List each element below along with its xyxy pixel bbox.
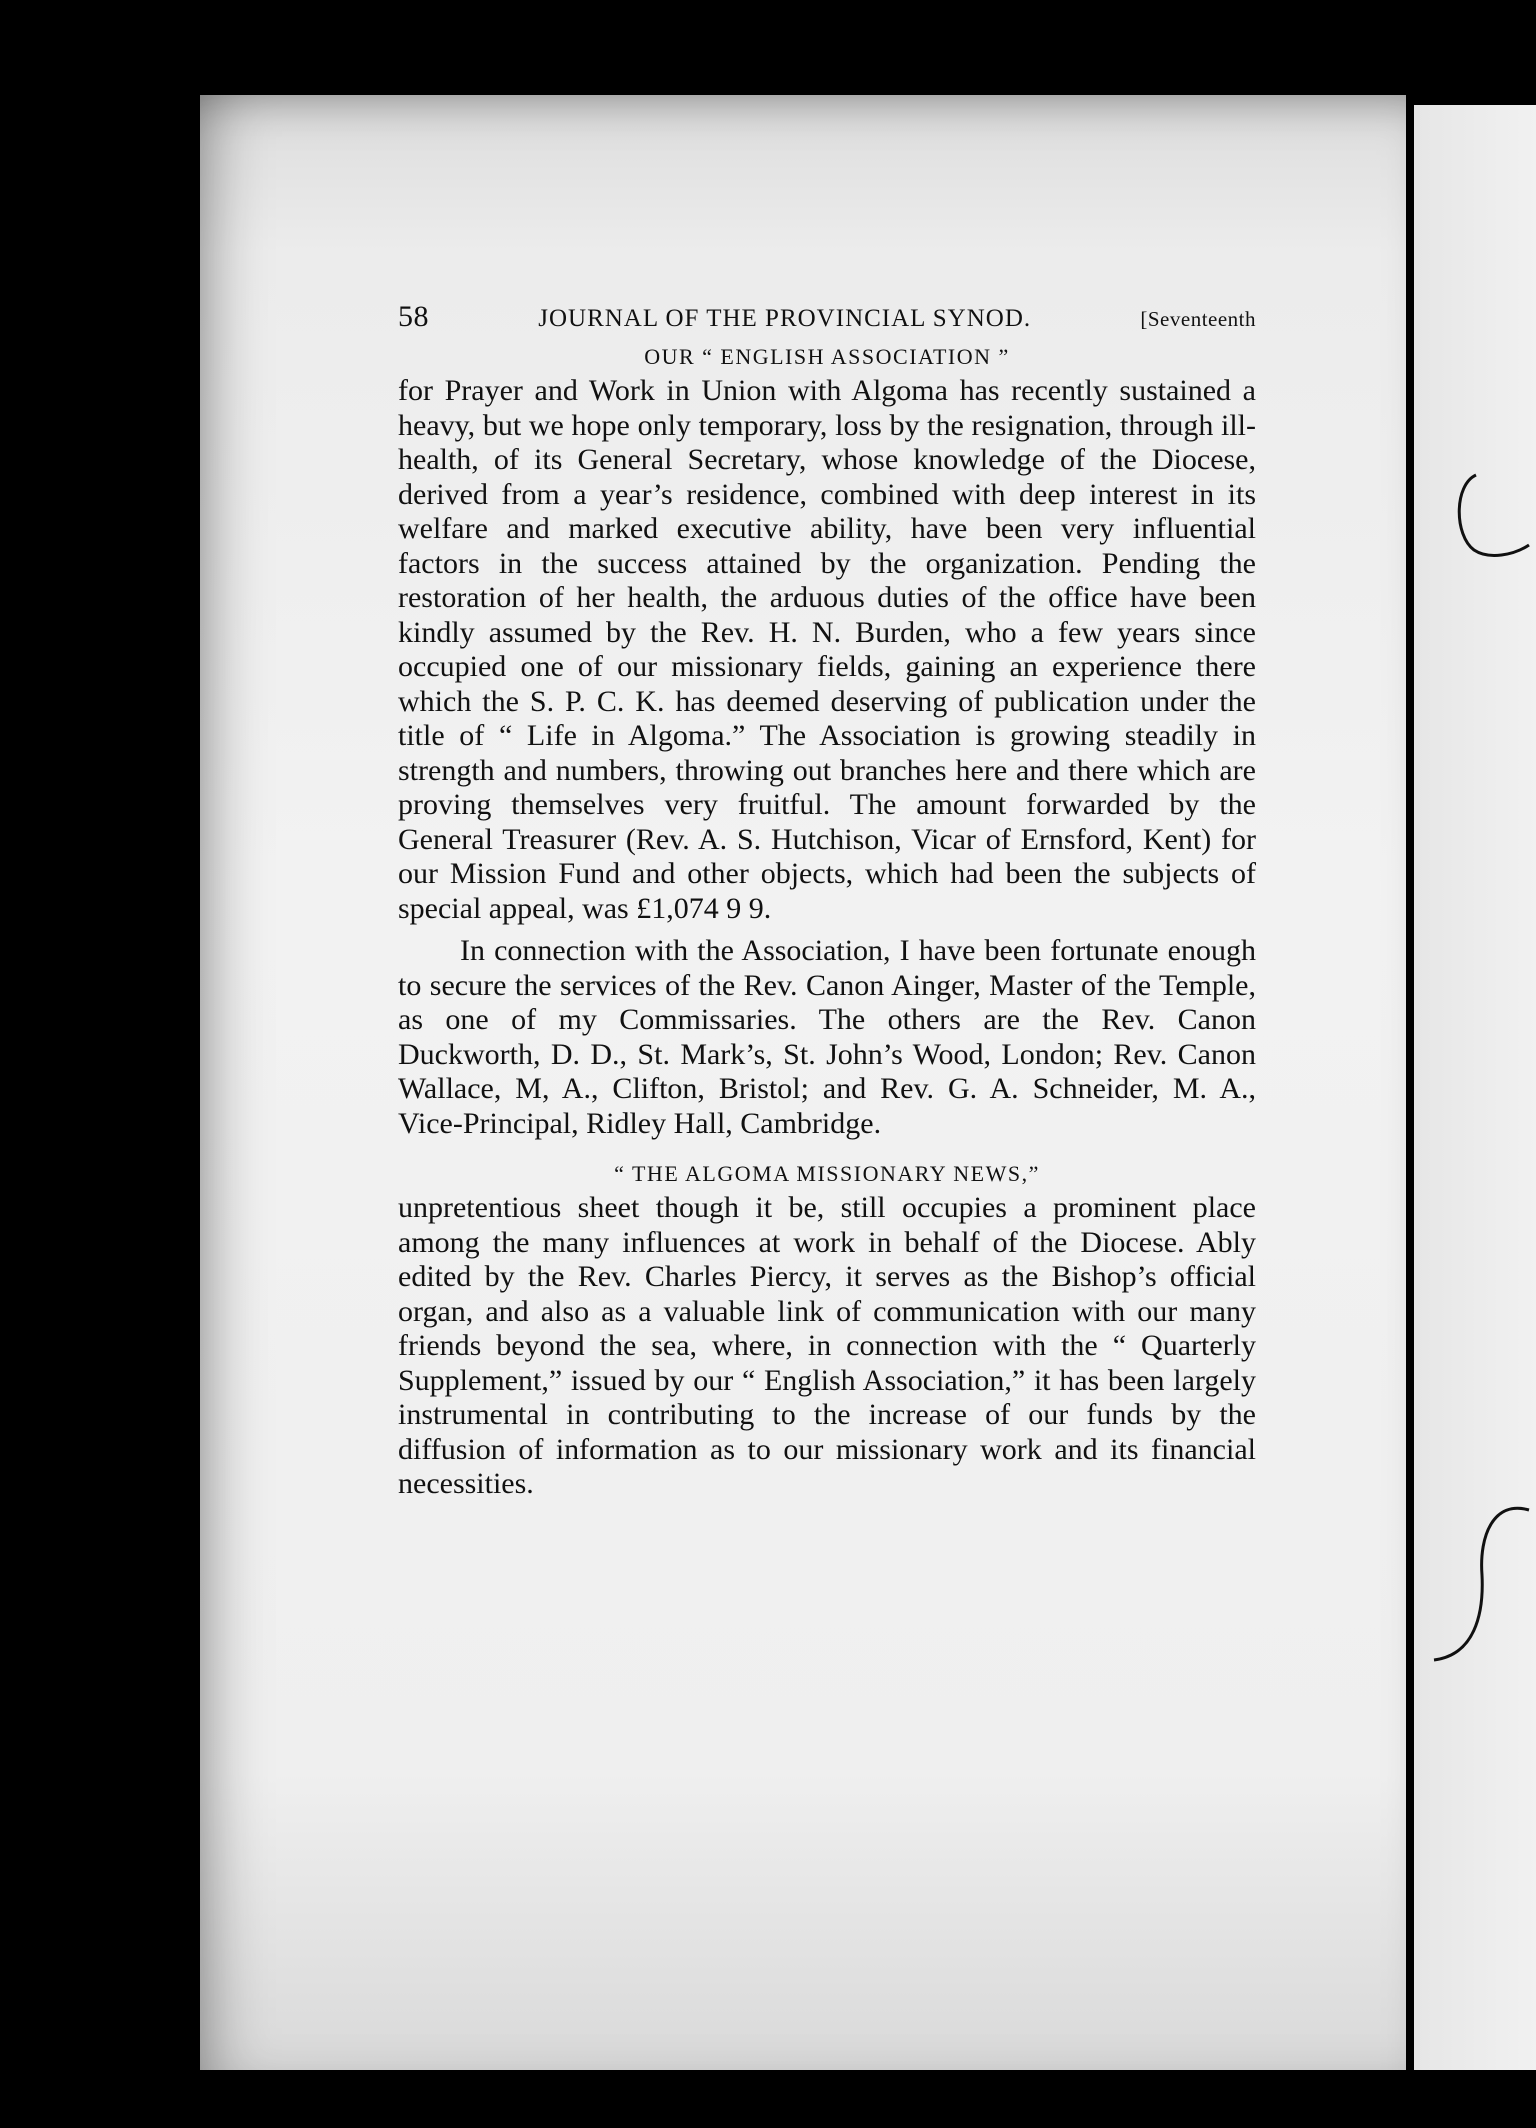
paragraph-commissaries: In connection with the Association, I have been fortunate enough to secure the services of the Rev. Canon Ainger, Master of the Temple, as one of my Commissaries. The others are the Rev. Canon Duckworth, D. D., St. Mark’s, St. John’s Wood, London; Rev. Canon Wallace, M, A., Clifton, Bristol; and Rev. G. A. Schneider, M. A., Vice-Principal, Ridley Hall, Cambridge. [398, 934, 1256, 1140]
paragraph-missionary-news: unpretentious sheet though it be, still occupies a prominent place among the many influences at work in behalf of the Diocese. Ably edited by the Rev. Charles Piercy, it serves as the Bishop’s official organ, and also as a valuable link of communication with our many friends beyond the sea, where, in connection with the “ Quarterly Supplement,” issued by our “ English Association,” it has been largely instrumental in contributing to the increase of our funds by the diffusion of information as to our missionary work and its financial necessities. [398, 1191, 1256, 1500]
section-heading-english-association: OUR “ ENGLISH ASSOCIATION ” [644, 344, 1010, 369]
facing-page-edge [1414, 105, 1536, 2070]
section-heading-missionary-news: “ THE ALGOMA MISSIONARY NEWS,” [614, 1161, 1040, 1186]
paragraph-association-report: for Prayer and Work in Union with Algoma has recently sustained a heavy, but we hope only temporary, loss by the resignation, through ill-health, of its General Secretary, whose knowledge of the Diocese, derived from a year’s residence, combined with deep interest in its welfare and marked executive ability, have been very influential factors in the success attained by the organization. Pending the restoration of her health, the arduous duties of the office have been kindly assumed by the Rev. H. N. Burden, who a few years since occupied one of our missionary fields, gaining an experience there which the S. P. C. K. has deemed deserving of publication under the title of “ Life in Algoma.” The Association is growing steadily in strength and numbers, throwing out branches here and there which are proving themselves very fruitful. The amount forwarded by the General Treasurer (Rev. A. S. Hutchison, Vicar of Ernsford, Kent) for our Mission Fund and other objects, which had been the subjects of special appeal, was £1,074 9 9. [398, 374, 1256, 925]
journal-title: JOURNAL OF THE PROVINCIAL SYNOD. [538, 305, 1032, 332]
page-gutter [1406, 95, 1414, 2070]
running-head [398, 300, 1256, 334]
page-text [398, 300, 1256, 1502]
edition-label: [Seventeenth [1140, 307, 1256, 331]
facing-page-marks [1414, 105, 1536, 2070]
page-number: 58 [398, 300, 429, 333]
